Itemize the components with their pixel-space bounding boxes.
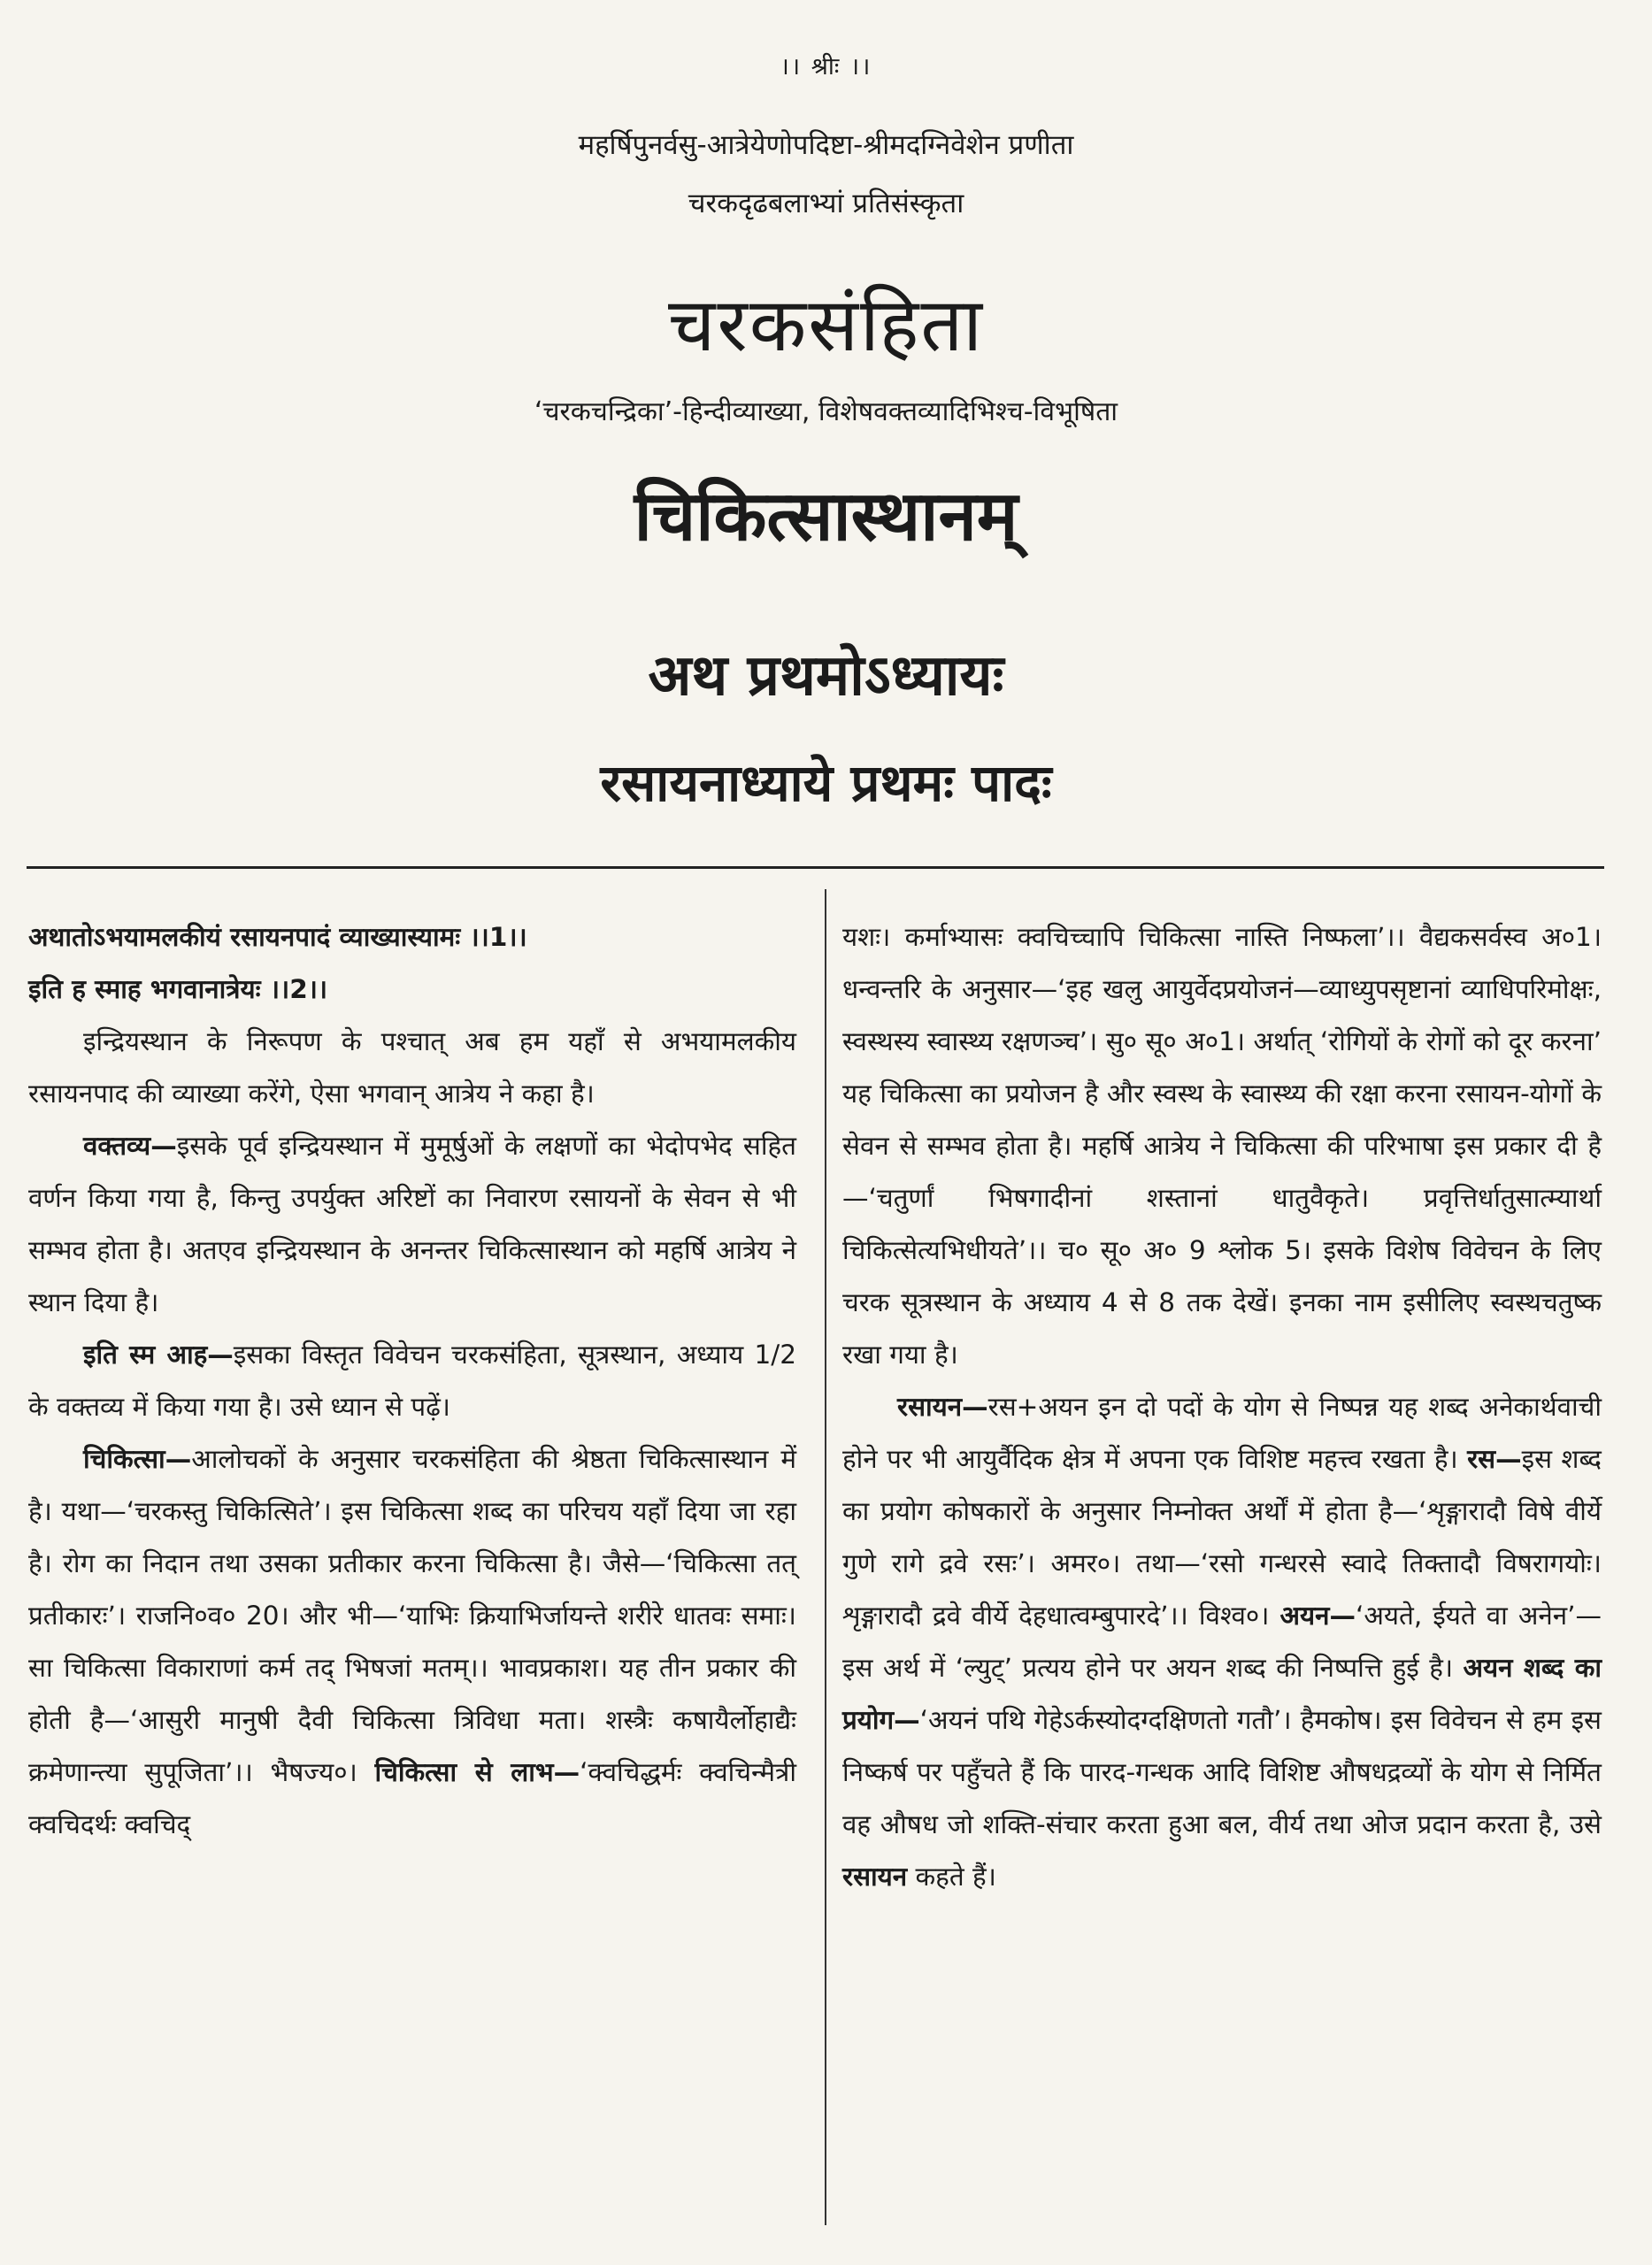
attribution-line-2: चरकदृढबलाभ्यां प्रतिसंस्कृता xyxy=(688,188,964,219)
invocation: ।। श्रीः ।। xyxy=(780,53,872,81)
ayana-heading: अयन— xyxy=(1279,1601,1356,1631)
chikitsa-text: आलोचकों के अनुसार चरकसंहिता की श्रेष्ठता चिकित्सास्थान में है। यथा—‘चरकस्तु चिकित्सिते’। इस चिकित्सा शब्द का परिचय यहाँ दिया जा रहा है। रोग का निदान तथा उसका प्रतीकार करना चिकित्सा है। जैसे—‘चिकित्सा तत् प्रतीकारः’। राजनि०व० 20। और भी—‘याभिः क्रियाभिर्जायन्ते शरीरे धातवः समाः। सा चिकित्सा विकाराणां कर्म तद् भिषजां मतम्।। भावप्रकाश। यह तीन प्रकार की होती है—‘आसुरी मानुषी दैवी चिकित्सा त्रिविधा मता। शस्त्रैः कषायैर्लोहाद्यैः क्रमेणान्त्या सुपूजिता’।। भैषज्य०। xyxy=(28,1444,796,1787)
ayana-usage-heading: अयन शब्द का प्रयोग— xyxy=(842,1653,1602,1735)
section-title: चिकित्सास्थानम् xyxy=(634,477,1018,557)
right-column xyxy=(842,911,1602,1903)
commentary-line: ‘चरकचन्द्रिका’-हिन्दीव्याख्या, विशेषवक्तव्यादिभिश्च-विभूषिता xyxy=(534,396,1118,427)
rasayana-text-b: इस शब्द का प्रयोग कोषकारों के अनुसार निम्नोक्त अर्थों में होता है—‘शृङ्गारादौ विषे वीर्ये गुणे रागे द्रवे रसः’। अमर०। तथा—‘रसो गन्धरसे स्वादे तिक्तादौ विषरागयोः। शृङ्गारादौ द्रवे वीर्ये देहधात्वम्बुपारदे’।। विश्व०। xyxy=(842,1444,1602,1631)
chikitsa-benefit-heading: चिकित्सा से लाभ— xyxy=(374,1757,580,1787)
pada-title: रसायनाध्याये प्रथमः पादः xyxy=(600,753,1052,813)
sutra-1: अथातोऽभयामलकीयं रसायनपादं व्याख्यास्यामः ।।1।। xyxy=(28,922,527,952)
chikitsa-heading: चिकित्सा— xyxy=(83,1444,192,1474)
main-title: चरकसंहिता xyxy=(668,281,984,368)
vaktavya-text: इसके पूर्व इन्द्रियस्थान में मुमूर्षुओं के लक्षणों का भेदोपभेद सहित वर्णन किया गया है, किन्तु उपर्युक्त अरिष्टों का निवारण रसायनों के सेवन से भी सम्भव होता है। अतएव इन्द्रियस्थान के अनन्तर चिकित्सास्थान को महर्षि आत्रेय ने स्थान दिया है। xyxy=(28,1131,796,1317)
sutra-2: इति ह स्माह भगवानात्रेयः ।।2।। xyxy=(28,974,328,1004)
paragraph-translation: इन्द्रियस्थान के निरूपण के पश्चात् अब हम यहाँ से अभयामलकीय रसायनपाद की व्याख्या करेंगे, ऐसा भगवान् आत्रेय ने कहा है। xyxy=(28,1026,796,1109)
column-divider xyxy=(825,889,826,2225)
rasayana-text-end: कहते हैं। xyxy=(915,1862,996,1892)
paragraph-vaktavya xyxy=(28,1120,796,1329)
paragraph-chikitsa xyxy=(28,1433,796,1851)
rasayana-text-a: रस+अयन इन दो पदों के योग से निष्पन्न यह शब्द अनेकार्थवाची होने पर भी आयुर्वैदिक क्षेत्र में अपना एक विशिष्ट महत्त्व रखता है। xyxy=(842,1392,1602,1474)
iti-sma-aha-heading: इति स्म आह— xyxy=(83,1340,234,1370)
vaktavya-heading: वक्तव्य— xyxy=(83,1131,177,1161)
rasayana-text-d: ‘अयनं पथि गेहेऽर्कस्योदग्दक्षिणतो गतौ’। हैमकोष। इस विवेचन से हम इस निष्कर्ष पर पहुँचते हैं कि पारद-गन्धक आदि विशिष्ट औषधद्रव्यों के योग से निर्मित वह औषध जो शक्ति-संचार करता हुआ बल, वीर्य तथा ओज प्रदान करता है, उसे xyxy=(842,1705,1602,1839)
header-rule xyxy=(27,866,1604,869)
paragraph-rasayana xyxy=(842,1381,1602,1903)
attribution-line-1: महर्षिपुनर्वसु-आत्रेयेणोपदिष्टा-श्रीमदग्निवेशेन प्रणीता xyxy=(578,129,1074,161)
rasayana-heading: रसायन— xyxy=(897,1392,988,1422)
iti-sma-aha-text: इसका विस्तृत विवेचन चरकसंहिता, सूत्रस्थान, अध्याय 1/2 के वक्तव्य में किया गया है। उसे ध्यान से पढ़ें। xyxy=(28,1340,796,1422)
rasayana-text-c: ‘अयते, ईयते वा अनेन’—इस अर्थ में ‘ल्युट्’ प्रत्यय होने पर अयन शब्द की निष्पत्ति हुई है। xyxy=(842,1601,1602,1683)
paragraph-iti-sma-aha xyxy=(28,1329,796,1433)
rasa-heading: रस— xyxy=(1467,1444,1522,1474)
left-column xyxy=(28,911,796,1851)
chapter-title: अथ प्रथमोऽध्यायः xyxy=(648,643,1004,709)
paragraph-continued: यशः। कर्माभ्यासः क्वचिच्चापि चिकित्सा नास्ति निष्फला’।। वैद्यकसर्वस्व अ०1। धन्वन्तरि के अनुसार—‘इह खलु आयुर्वेदप्रयोजनं—व्याध्युपसृष्टानां व्याधिपरिमोक्षः, स्वस्थस्य स्वास्थ्य रक्षणञ्च’। सु० सू० अ०1। अर्थात् ‘रोगियों के रोगों को दूर करना’ यह चिकित्सा का प्रयोजन है और स्वस्थ के स्वास्थ्य की रक्षा करना रसायन-योगों के सेवन से सम्भव होता है। महर्षि आत्रेय ने चिकित्सा की परिभाषा इस प्रकार दी है—‘चतुर्णां भिषगादीनां शस्तानां धातुवैकृते। प्रवृत्तिर्धातुसात्म्यार्था चिकित्सेत्यभिधीयते’।। च० सू० अ० 9 श्लोक 5। इसके विशेष विवेचन के लिए चरक सूत्रस्थान के अध्याय 4 से 8 तक देखें। इनका नाम इसीलिए स्वस्थचतुष्क रखा गया है। xyxy=(842,922,1602,1370)
chikitsa-benefit-text: ‘क्वचिद्धर्मः क्वचिन्मैत्री क्वचिदर्थः क्वचिद् xyxy=(28,1757,796,1839)
rasayana-term: रसायन xyxy=(842,1862,908,1892)
